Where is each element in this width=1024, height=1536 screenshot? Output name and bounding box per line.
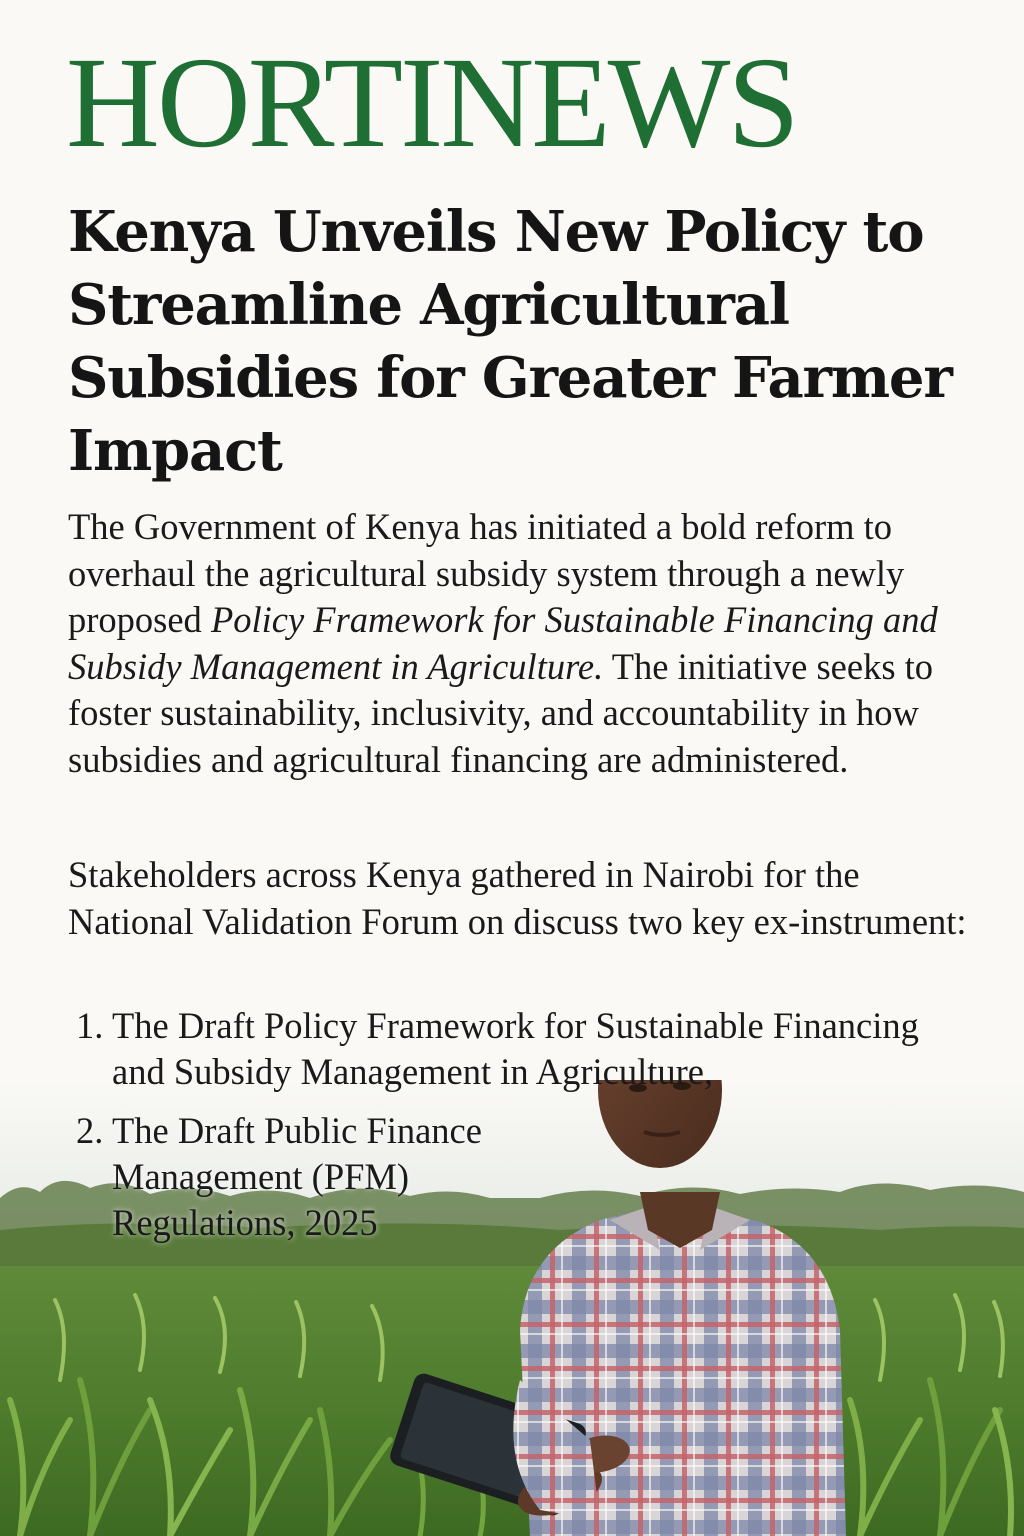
brand-name: HORTINEWS (66, 31, 797, 175)
list-item-1 (68, 1003, 968, 1095)
list-text-1: The Draft Policy Framework for Sustainable Financing and Subsidy Management in Agriculture, (112, 1005, 919, 1092)
list-number-2: 2. (76, 1110, 104, 1151)
article-paragraph-1 (68, 504, 968, 783)
masthead-logo (66, 31, 958, 175)
paragraph-1-lead: The Government of Kenya has initiated a bold reform to overhaul the agricultural subsidy system through a newly proposed (68, 506, 905, 640)
paragraph-1-tail: The initiative seeks to foster sustainability, inclusivity, and accountability in how subsidies and agricultural financing are administered. (68, 645, 934, 780)
article-paragraph-2: Stakeholders across Kenya gathered in Nairobi for the National Validation Forum on discuss two key ex-instrument: (68, 854, 967, 942)
list-text-2: The Draft Public Finance Management (PFM) Regulations, 2025 (112, 1110, 482, 1243)
list-item-2 (68, 1108, 538, 1246)
article-headline: Kenya Unveils New Policy to Streamline Agricultural Subsidies for Greater Farmer Impact (68, 199, 952, 484)
policy-title-emphasis: Policy Framework for Sustainable Financing and Subsidy Management in Agriculture. (68, 599, 938, 687)
list-number-1: 1. (76, 1005, 104, 1046)
